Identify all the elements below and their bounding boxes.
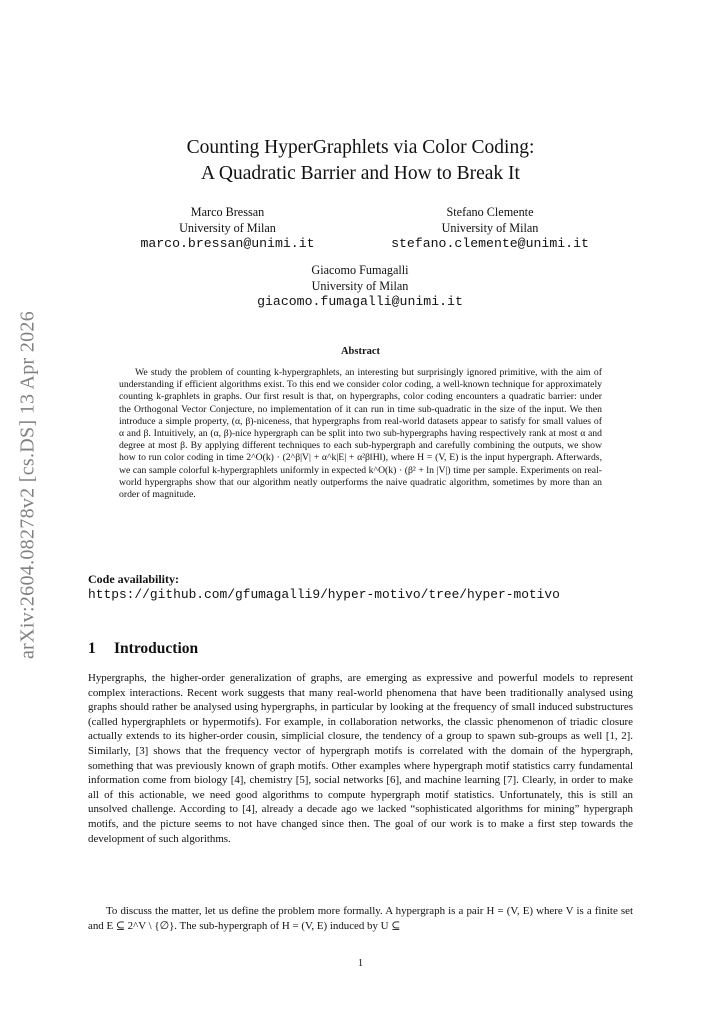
author-email: giacomo.fumagalli@unimi.it (257, 294, 463, 309)
author-block (345, 204, 635, 252)
paper-title-line-2: A Quadratic Barrier and How to Break It (201, 163, 520, 184)
code-repository-link[interactable]: https://github.com/gfumagalli9/hyper-motivo/tree/hyper-motivo (88, 587, 560, 602)
introduction-paragraph-1: Hypergraphs, the higher-order generalization of graphs, are emerging as expressive and powerful models to represent complex interactions. Recent work suggests that many real-world phenomena that have been traditionally analysed using graphs should rather be analysed using hypergraphs, in particular by looking at the frequency of small induced substructures (called hypergraphlets or hypermotifs). For example, in collaboration networks, the classic phenomenon of triadic closure actually extends to its higher-order cousin, simplicial closure, the tendency of a group to spawn sub-groups as well [1, 2]. Similarly, [3] shows that the frequency vector of hypergraph motifs is correlated with the domain of the hypergraph, something that was previously known of graph motifs. Other examples where hypergraph motif statistics carry fundamental information come from biology [4], chemistry [5], social networks [6], and machine learning [7]. Clearly, in order to make all of this actionable, we need good algorithms to compute hypergraph motif statistics. Unfortunately, this is still an unsolved challenge. According to [4], already a decade ago we lacked “sophisticated algorithms for mining” hypergraph motifs, and the picture seems to not have changed since then. The goal of our work is to make a first step towards the development of such algorithms. (88, 672, 633, 845)
author-email: marco.bressan@unimi.it (140, 236, 315, 251)
author-affiliation: University of Milan (311, 279, 409, 293)
introduction-paragraph-2: To discuss the matter, let us define the problem more formally. A hypergraph is a pair H = (V, E) where V is a finite set and E ⊆ 2^V \ {∅}. The sub-hypergraph of H = (V, E) induced by U ⊆ (88, 905, 633, 932)
section-heading (88, 640, 198, 658)
author-name: Marco Bressan (190, 205, 265, 219)
arxiv-identifier: arXiv:2604.08278v2 [cs.DS] 13 Apr 2026 (16, 310, 39, 660)
author-affiliation: University of Milan (179, 221, 276, 235)
section-title: Introduction (114, 640, 199, 657)
author-affiliation: University of Milan (441, 221, 539, 235)
abstract-heading: Abstract (340, 346, 381, 357)
author-name: Stefano Clemente (446, 205, 534, 219)
author-block (230, 262, 490, 310)
code-availability-heading: Code availability: (88, 572, 180, 586)
page-number: 1 (357, 958, 364, 969)
abstract-text: We study the problem of counting k-hypergraphlets, an interesting but surprisingly ignored primitive, with the aim of understanding if efficient algorithms exist. To this end we consider color coding, a well-known technique for approximately counting k-graphlets in graphs. Our first result is that, on hypergraphs, color coding encounters a quadratic barrier: under the Orthogonal Vector Conjecture, no implementation of it can run in time sub-quadratic in the size of the input. We then introduce a simple property, (α, β)-niceness, that hypergraphs from real-world datasets appear to satisfy for small values of α and β. Intuitively, an (α, β)-nice hypergraph can be split into two sub-hypergraphs having respectively rank at most α and degree at most β. By applying different techniques to each sub-hypergraph and carefully combining the outputs, we show how to run color coding in time 2^O(k) · (2^β|V| + α^k|E| + α²β‖H‖), where H = (V, E) is the input hypergraph. Afterwards, we can sample colorful k-hypergraphlets uniformly in expected k^O(k) · (β² + ln |V|) time per sample. Experiments on real-world hypergraphs show that our algorithm neatly outperforms the naive quadratic algorithm, sometimes by more than an order of magnitude. (119, 367, 602, 501)
author-email: stefano.clemente@unimi.it (391, 236, 589, 251)
author-name: Giacomo Fumagalli (311, 263, 409, 277)
author-block (95, 204, 360, 252)
section-number: 1 (88, 640, 96, 657)
paper-title-line-1: Counting HyperGraphlets via Color Coding: (186, 137, 535, 158)
